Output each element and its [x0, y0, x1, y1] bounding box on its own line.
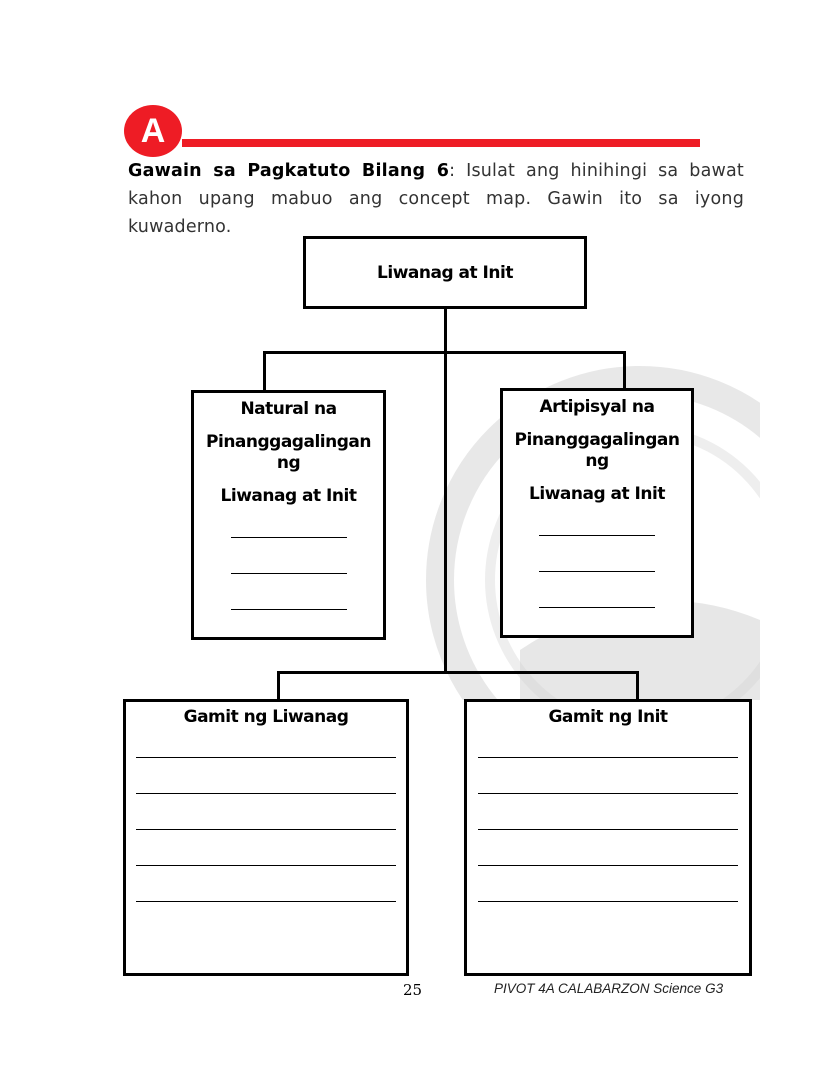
uses-light-label: Gamit ng Liwanag: [183, 707, 349, 727]
footer-text: PIVOT 4A CALABARZON Science G3: [494, 981, 724, 996]
activity-title: Gawain sa Pagkatuto Bilang 6: [128, 161, 450, 181]
connector-top-horizontal: [263, 351, 626, 354]
connector-artificial: [623, 351, 626, 389]
connector-uses-light: [277, 671, 280, 700]
natural-sources-box: [191, 390, 386, 640]
answer-blank: [539, 607, 655, 608]
connector-root-down: [444, 309, 447, 674]
artificial-line2: Pinanggagalingan: [514, 430, 680, 450]
natural-line1: Natural na: [240, 399, 337, 419]
answer-line: [136, 901, 396, 902]
artificial-line1: Artipisyal na: [539, 397, 655, 417]
natural-line3: ng: [276, 453, 301, 473]
answer-blank: [231, 609, 347, 610]
artificial-line4: Liwanag at Init: [529, 484, 665, 504]
natural-line2: Pinanggagalingan: [206, 432, 371, 452]
connector-natural: [263, 351, 266, 391]
answer-line: [478, 901, 738, 902]
section-badge: A: [124, 105, 182, 157]
uses-heat-box: [464, 699, 752, 976]
page-number: 25: [403, 981, 423, 999]
artificial-sources-box: [500, 388, 694, 638]
uses-heat-label: Gamit ng Init: [548, 707, 668, 727]
uses-light-box: [123, 699, 409, 976]
connector-uses-heat: [636, 671, 639, 700]
artificial-line3: ng: [585, 451, 609, 471]
instruction-text: [128, 157, 744, 241]
connector-bottom-horizontal: [277, 671, 639, 674]
root-box: [303, 236, 587, 309]
instruction-body: : Isulat ang hinihingi sa bawat kahon upang mabuo ang concept map. Gawin ito sa iyong kuwaderno.: [128, 161, 744, 237]
natural-line4: Liwanag at Init: [220, 486, 357, 506]
root-label: Liwanag at Init: [377, 263, 513, 283]
section-underline: [182, 139, 700, 147]
